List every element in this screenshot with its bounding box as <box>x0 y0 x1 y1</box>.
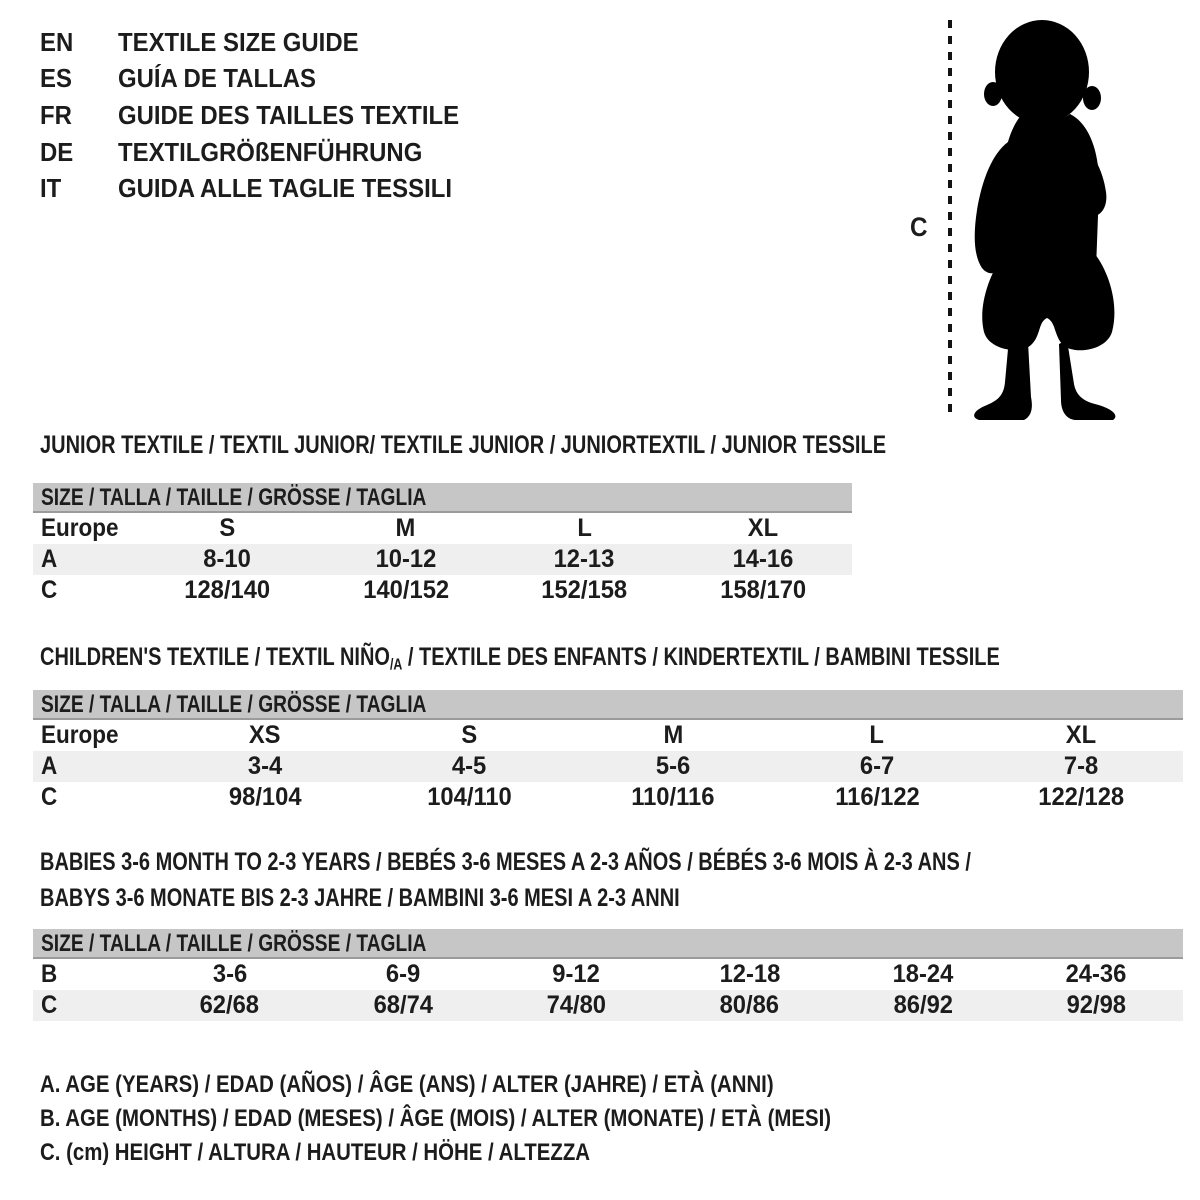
table-cell: M <box>395 514 416 542</box>
table-cell: 18-24 <box>892 960 954 988</box>
table-row <box>33 513 852 544</box>
lang-code: ES <box>40 63 72 94</box>
table-cell: XL <box>1065 721 1097 749</box>
table-row <box>33 959 1183 990</box>
nino-a-subscript: /A <box>389 656 403 674</box>
lang-code: IT <box>40 173 62 204</box>
legend-line-a: A. AGE (YEARS) / EDAD (AÑOS) / ÂGE (ANS) / ALTER (JAHRE) / ETÀ (ANNI) <box>40 1071 774 1098</box>
lang-code: DE <box>40 136 74 167</box>
table-cell: 74/80 <box>546 991 607 1019</box>
lang-row-fr <box>40 97 489 134</box>
lang-label: GUIDE DES TAILLES TEXTILE <box>118 99 460 130</box>
row-label: C <box>41 783 58 811</box>
table-cell: L <box>576 514 592 542</box>
table-cell: S <box>461 721 477 749</box>
lang-row-es <box>40 61 489 98</box>
table-cell: 122/128 <box>1038 783 1124 811</box>
babies-size-table <box>33 929 1183 1021</box>
lang-row-it <box>40 170 489 207</box>
table-cell: L <box>869 721 885 749</box>
table-cell: 3-4 <box>247 752 283 780</box>
legend-line-c: C. (cm) HEIGHT / ALTURA / HAUTEUR / HÖHE / ALTEZZA <box>40 1139 591 1166</box>
table-cell: 3-6 <box>212 960 247 988</box>
table-cell: XL <box>747 514 778 542</box>
table-cell: 4-5 <box>451 752 487 780</box>
junior-size-header-bar: SIZE / TALLA / TAILLE / GRÖSSE / TAGLIA <box>33 483 852 513</box>
table-cell: 10-12 <box>375 545 437 573</box>
table-cell: 24-36 <box>1065 960 1127 988</box>
table-cell: 12-13 <box>553 545 615 573</box>
children-section-title: CHILDREN'S TEXTILE / TEXTIL $NIÑO_{/A}$ / TEXTILE DES ENFANTS / KINDERTEXTIL / BAMBINI TESSILE <box>40 643 1000 674</box>
lang-label: TEXTILGRÖßENFÜHRUNG <box>118 136 423 167</box>
table-row <box>33 720 1183 751</box>
toddler-silhouette-icon <box>962 14 1144 420</box>
table-cell: 92/98 <box>1066 991 1127 1019</box>
table-cell: 12-18 <box>719 960 781 988</box>
language-header-block <box>40 24 489 207</box>
table-cell: 152/158 <box>541 576 628 604</box>
table-cell: 68/74 <box>373 991 433 1019</box>
height-measure-label: C <box>910 212 928 242</box>
junior-section-title: JUNIOR TEXTILE / TEXTIL JUNIOR/ TEXTILE JUNIOR / JUNIORTEXTIL / JUNIOR TESSILE <box>40 431 887 459</box>
height-dash-line <box>948 20 952 416</box>
children-size-table <box>33 690 1183 813</box>
table-row <box>33 575 852 606</box>
table-cell: 9-12 <box>552 960 601 988</box>
table-cell: 62/68 <box>199 991 260 1019</box>
table-cell: 14-16 <box>732 545 794 573</box>
table-row <box>33 751 1183 782</box>
table-cell: 86/92 <box>893 991 953 1019</box>
junior-table-rows <box>33 513 852 606</box>
babies-size-header-bar: SIZE / TALLA / TAILLE / GRÖSSE / TAGLIA <box>33 929 1183 959</box>
children-size-header-bar: SIZE / TALLA / TAILLE / GRÖSSE / TAGLIA <box>33 690 1183 720</box>
table-cell: 110/116 <box>631 783 715 811</box>
lang-label: GUÍA DE TALLAS <box>118 63 317 94</box>
row-label: A <box>41 752 58 780</box>
row-label: C <box>41 576 58 604</box>
table-cell: 128/140 <box>184 576 271 604</box>
babies-table-rows <box>33 959 1183 1021</box>
legend-line-b: B. AGE (MONTHS) / EDAD (MESES) / ÂGE (MOIS) / ALTER (MONATE) / ETÀ (MESI) <box>40 1105 832 1132</box>
row-label: A <box>41 545 58 573</box>
table-cell: 80/86 <box>719 991 780 1019</box>
table-cell: 8-10 <box>203 545 252 573</box>
table-row <box>33 782 1183 813</box>
lang-row-en <box>40 24 489 61</box>
lang-code: EN <box>40 26 74 57</box>
row-label: Europe <box>41 514 119 542</box>
table-row <box>33 544 852 575</box>
lang-label: TEXTILE SIZE GUIDE <box>118 26 359 57</box>
table-cell: S <box>219 514 236 542</box>
table-cell: 6-9 <box>385 960 421 988</box>
table-cell: 104/110 <box>426 783 512 811</box>
table-cell: 98/104 <box>228 783 302 811</box>
table-cell: 158/170 <box>719 576 806 604</box>
junior-size-table <box>33 483 852 606</box>
table-cell: 140/152 <box>362 576 449 604</box>
table-cell: M <box>663 721 683 749</box>
measurement-legend <box>40 1068 971 1170</box>
table-cell: 116/122 <box>834 783 920 811</box>
table-row <box>33 990 1183 1021</box>
row-label: Europe <box>41 721 119 749</box>
lang-code: FR <box>40 99 72 130</box>
row-label: B <box>41 960 58 988</box>
babies-section-title: BABIES 3-6 MONTH TO 2-3 YEARS / BEBÉS 3-6 MESES A 2-3 AÑOS / BÉBÉS 3-6 MOIS À 2-3 ANS / BABYS 3-6 MONATE BIS 2-3 JAHRE / BAMBINI 3-6 MESI A 2-3 ANNI <box>40 848 971 912</box>
table-cell: XS <box>249 721 281 749</box>
lang-row-de <box>40 134 489 171</box>
table-cell: 6-7 <box>859 752 895 780</box>
lang-label: GUIDA ALLE TAGLIE TESSILI <box>118 173 453 204</box>
children-table-rows <box>33 720 1183 813</box>
table-cell: 5-6 <box>655 752 691 780</box>
row-label: C <box>41 991 58 1019</box>
table-cell: 7-8 <box>1063 752 1099 780</box>
